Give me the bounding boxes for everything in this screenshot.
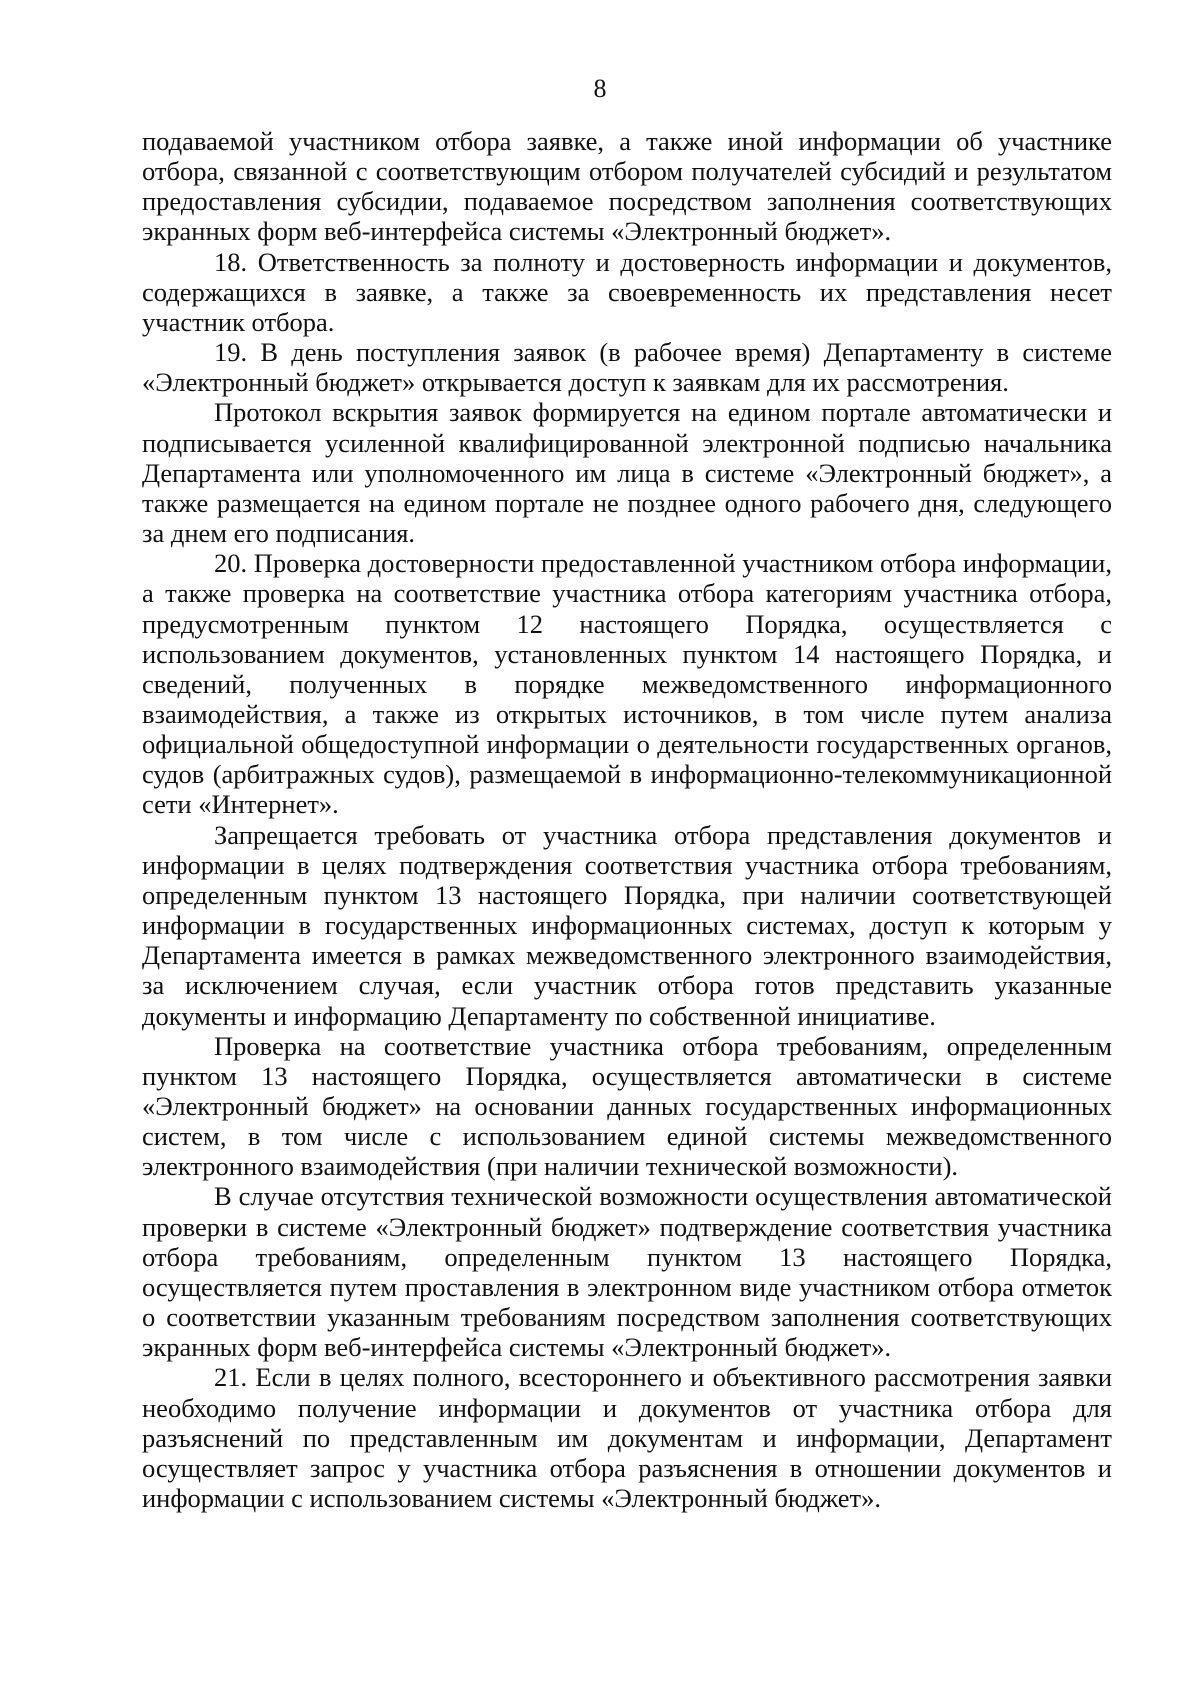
document-body	[142, 126, 1112, 1513]
paragraph-19: 19. В день поступления заявок (в рабочее время) Департаменту в системе «Электронный бюджет» открывается доступ к заявкам для их рассмотрения.	[142, 337, 1112, 398]
paragraph-prohibition: Запрещается требовать от участника отбора представления документов и информации в целях подтверждения соответствия участника отбора требованиям, определенным пунктом 13 настоящего Порядка, при наличии соответствующей информации в государственных информационных системах, доступ к которым у Департамента имеется в рамках межведомственного электронного взаимодействия, за исключением случая, если участник отбора готов представить указанные документы и информацию Департаменту по собственной инициативе.	[142, 819, 1112, 1031]
paragraph-automatic-check: Проверка на соответствие участника отбора требованиям, определенным пунктом 13 настоящего Порядка, осуществляется автоматически в системе «Электронный бюджет» на основании данных государственных информационных систем, в том числе с использованием единой системы межведомственного электронного взаимодействия (при наличии технической возможности).	[142, 1030, 1112, 1182]
paragraph-protocol: Протокол вскрытия заявок формируется на едином портале автоматически и подписывается усиленной квалифицированной электронной подписью начальника Департамента или уполномоченного им лица в системе «Электронный бюджет», а также размещается на едином портале не позднее одного рабочего дня, следующего за днем его подписания.	[142, 397, 1112, 549]
paragraph-manual-check: В случае отсутствия технической возможности осуществления автоматической проверки в системе «Электронный бюджет» подтверждение соответствия участника отбора требованиям, определенным пунктом 13 настоящего Порядка, осуществляется путем проставления в электронном виде участником отбора отметок о соответствии указанным требованиям посредством заполнения соответствующих экранных форм веб-интерфейса системы «Электронный бюджет».	[142, 1181, 1112, 1363]
page-number: 8	[593, 74, 607, 103]
paragraph-21: 21. Если в целях полного, всестороннего и объективного рассмотрения заявки необходимо получение информации и документов от участника отбора для разъяснений по представленным им документам и информации, Департамент осуществляет запрос у участника отбора разъяснения в отношении документов и информации с использованием системы «Электронный бюджет».	[142, 1362, 1112, 1514]
paragraph-continuation: подаваемой участником отбора заявке, а также иной информации об участнике отбора, связанной с соответствующим отбором получателей субсидий и результатом предоставления субсидии, подаваемое посредством заполнения соответствующих экранных форм веб-интерфейса системы «Электронный бюджет».	[142, 126, 1112, 247]
paragraph-20: 20. Проверка достоверности предоставленной участником отбора информации, а также проверка на соответствие участника отбора категориям участника отбора, предусмотренным пунктом 12 настоящего Порядка, осуществляется с использованием документов, установленных пунктом 14 настоящего Порядка, и сведений, полученных в порядке межведомственного информационного взаимодействия, а также из открытых источников, в том числе путем анализа официальной общедоступной информации о деятельности государственных органов, судов (арбитражных судов), размещаемой в информационно-телекоммуникационной сети «Интернет».	[142, 548, 1112, 820]
paragraph-18: 18. Ответственность за полноту и достоверность информации и документов, содержащихся в заявке, а также за своевременность их представления несет участник отбора.	[142, 246, 1112, 337]
